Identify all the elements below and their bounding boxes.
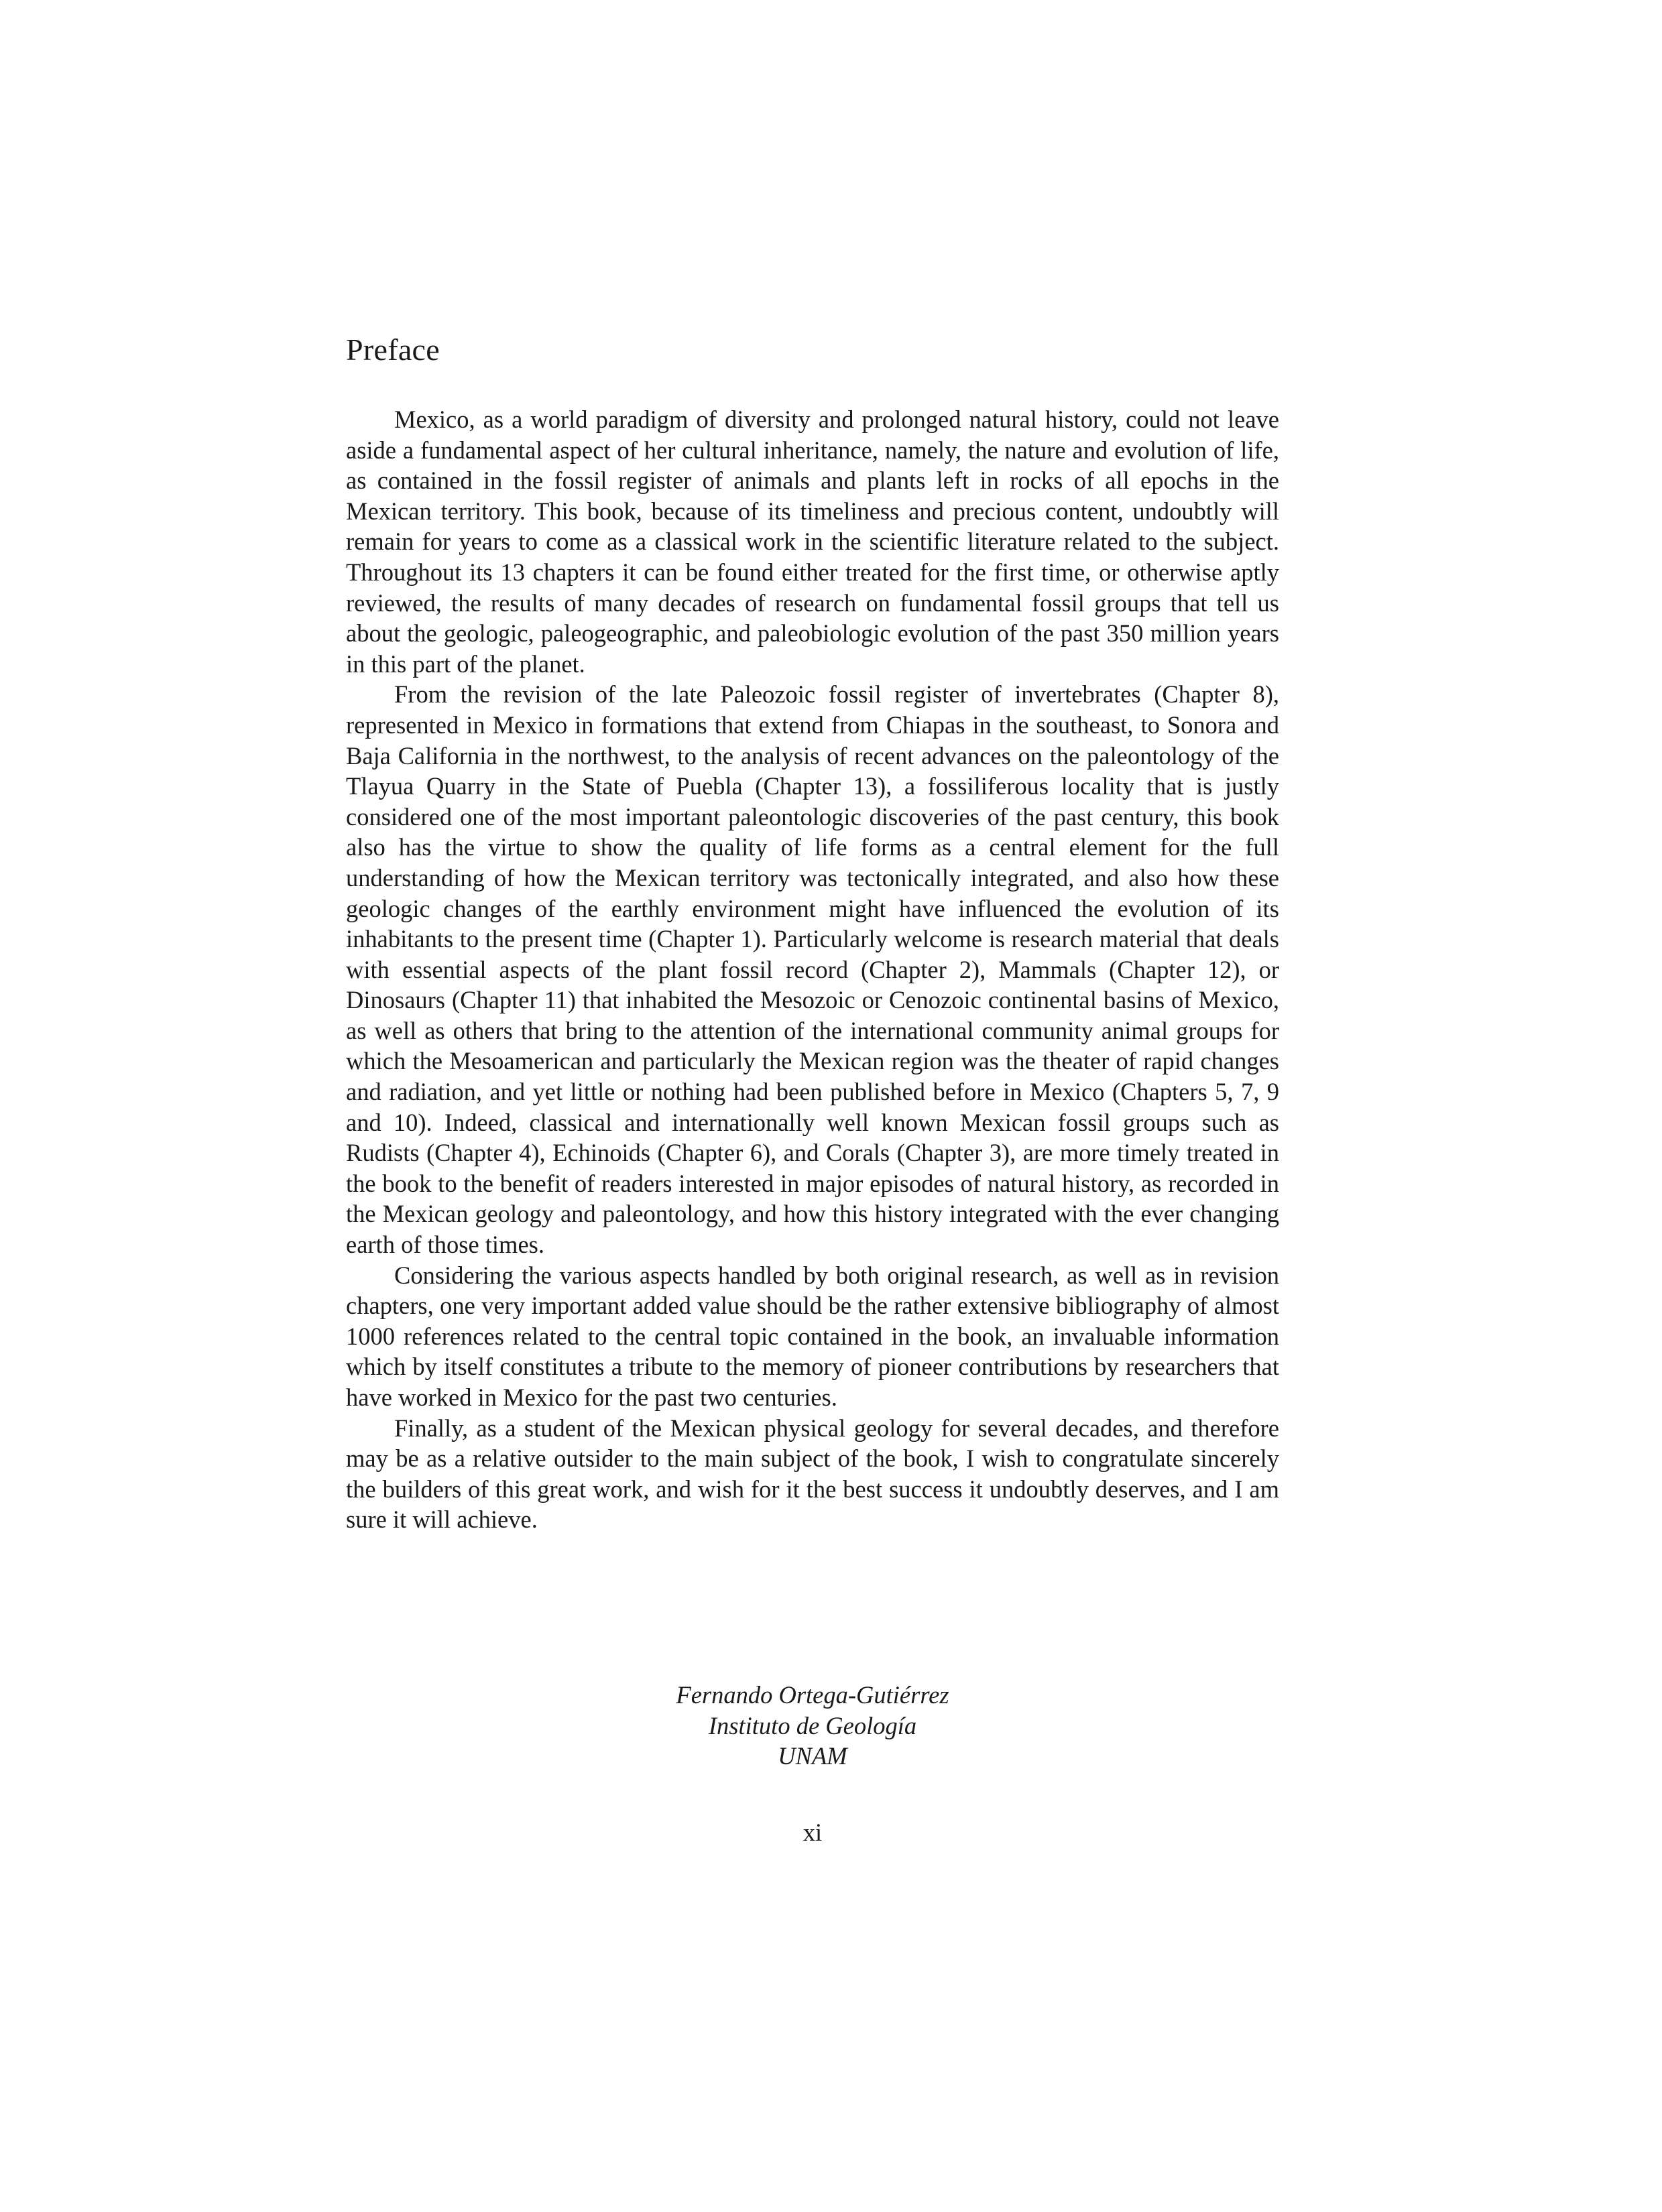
- author-name: Fernando Ortega-Gutiérrez: [676, 1681, 949, 1709]
- page-number: xi: [803, 1819, 823, 1846]
- author-university: UNAM: [778, 1742, 847, 1770]
- page-title: Preface: [346, 332, 440, 367]
- author-institution: Instituto de Geología: [708, 1711, 917, 1739]
- paragraph-2: From the revision of the late Paleozoic fossil register of invertebrates (Chapter 8), represented in Mexico in formations that extend from Chiapas in the southeast, to Sonora and Baja California in the northwest, to the analysis of recent advances on the paleontology of the Tlayua Quarry in the State of Puebla (Chapter 13), a fossiliferous locality that is justly considered one of the most important paleontologic discoveries of the past century, this book also has the virtue to show the quality of life forms as a central element for the full understanding of how the Mexican territory was tectonically integrated, and also how these geologic changes of the earthly environment might have influenced the evolution of its inhabitants to the present time (Chapter 1). Particularly welcome is research material that deals with essential aspects of the plant fossil record (Chapter 2), Mammals (Chapter 12), or Dinosaurs (Chapter 11) that inhabited the Mesozoic or Cenozoic continental basins of Mexico, as well as others that bring to the attention of the international community animal groups for which the Mesoamerican and particularly the Mexican region was the theater of rapid changes and radiation, and yet little or nothing had been published before in Mexico (Chapters 5, 7, 9 and 10). Indeed, classical and internationally well known Mexican fossil groups such as Rudists (Chapter 4), Echinoids (Chapter 6), and Corals (Chapter 3), are more timely treated in the book to the benefit of readers interested in major episodes of natural history, as recorded in the Mexican geology and paleontology, and how this history integrated with the ever changing earth of those times.: [346, 680, 1279, 1259]
- paragraph-3: Considering the various aspects handled by both original research, as well as in revision chapters, one very important added value should be the rather extensive bibliography of almost 1000 references related to the central topic contained in the book, an invaluable information which by itself constitutes a tribute to the memory of pioneer contributions by researchers that have worked in Mexico for the past two centuries.: [346, 1261, 1279, 1411]
- paragraph-1: Mexico, as a world paradigm of diversity and prolonged natural history, could not leave aside a fundamental aspect of her cultural inheritance, namely, the nature and evolution of life, as contained in the fossil register of animals and plants left in rocks of all epochs in the Mexican territory. This book, because of its timeliness and precious content, undoubtly will remain for years to come as a classical work in the scientific literature related to the subject. Throughout its 13 chapters it can be found either treated for the first time, or otherwise aptly reviewed, the results of many decades of research on fundamental fossil groups that tell us about the geologic, paleogeographic, and paleobiologic evolution of the past 350 million years in this part of the planet.: [346, 406, 1279, 678]
- preface-body: [346, 404, 1279, 1535]
- paragraph-4: Finally, as a student of the Mexican physical geology for several decades, and therefore may be as a relative outsider to the main subject of the book, I wish to congratulate sincerely the builders of this great work, and wish for it the best success it undoubtly deserves, and I am sure it will achieve.: [346, 1414, 1279, 1534]
- signature-block: [346, 1680, 1279, 1772]
